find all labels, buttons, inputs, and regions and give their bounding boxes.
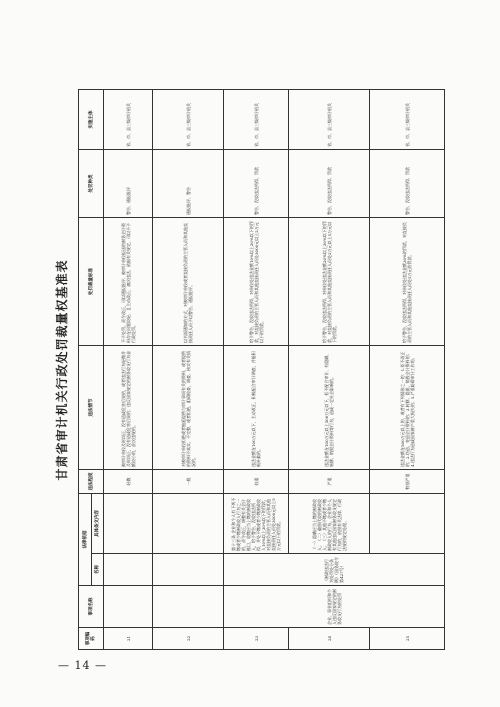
- item-no-cell: 22: [153, 628, 224, 650]
- subject-cell: 省、市、县三级审计机关: [289, 90, 370, 150]
- item-name-cell: [104, 586, 153, 628]
- severity-cell: 较重: [224, 470, 289, 494]
- header-severity: 违法程度: [79, 470, 104, 494]
- law-content-cell: [370, 494, 445, 554]
- law-name-cell: 《财政违法行为处罚处分条例》（国务院令第427号）: [224, 554, 445, 586]
- table-row: [153, 90, 224, 650]
- standard-cell: 以书面通知的方式，对被审计单位或者直接负责的主管人员和其他直接责任人员予以警告、通报批评。: [153, 218, 224, 346]
- severity-cell: 特别严重: [370, 470, 445, 494]
- standard-cell: 给予警告，没收违法所得，对单位处违法金额10%以上20%以下的罚款，对直接负责的主管人员和其他直接责任人员处3000元以上2万元以下的罚款。: [224, 218, 289, 346]
- header-law-name: 名称: [92, 554, 104, 586]
- subject-cell: 省、市、县三级审计机关: [104, 90, 153, 150]
- law-content-cell: [153, 494, 224, 554]
- severity-cell: 一般: [153, 470, 224, 494]
- header-item-no: 事项编码: [79, 628, 104, 650]
- violation-cell: 违法金额在500万元以上的，或者有下列情形之一的：1.拒不改正的；2.伪造、变造会计资料的；3.转移、隐匿、销毁会计资料的；4.违法行为造成国家财产重大损失的；5.严重妨碍审计工作的。: [370, 346, 445, 470]
- violation-cell: 违法金额在100万元以上500万元以下，拒不配合审计、有隐瞒、转移、销毁会计资料等行为，造成一定社会影响的。: [289, 346, 370, 470]
- law-name-cell: [104, 554, 153, 586]
- item-name-cell: 企业、事业组织和个人违反国家规定的财务收支行为的处罚: [224, 586, 445, 628]
- standard-cell: 不予处罚。责令改正，可以通报批评；被审计单位报送的财务会计资料存在问题较轻，且主动改正、初次违法，依据有关规定，可以不予行政处罚。: [104, 218, 153, 346]
- table-row: [104, 90, 153, 650]
- violation-cell: 对被审计单位拒绝或者拖延提供与审计事项有关的资料，或者提供的资料不真实、不完整，或者拒绝、阻碍检查、调查、核实有关情况的。: [153, 346, 224, 470]
- law-content-cell: [104, 494, 153, 554]
- header-law-content: 具体条文内容: [92, 494, 104, 554]
- standard-cell: 给予警告，没收违法所得，对单位处违法金额20%以上30%以下的罚款，对直接负责的主管人员和其他直接责任人员处2万元以上5万元以下的罚款。: [289, 218, 370, 346]
- header-item-name: 事项名称: [79, 586, 104, 628]
- table-header-row: [79, 90, 92, 650]
- severity-cell: 轻微: [104, 470, 153, 494]
- subject-cell: 省、市、县三级审计机关: [370, 90, 445, 150]
- standard-cell: 给予警告，没收违法所得，对单位处违法金额30%的罚款，对直接负责的主管人员和其他直接责任人员处5万元的罚款。: [370, 218, 445, 346]
- page-title: 甘肃省审计机关行政处罚裁量权基准表: [55, 259, 69, 481]
- item-no-cell: 23: [224, 628, 289, 650]
- header-violation: 违法情节: [79, 346, 104, 470]
- penalty-type-cell: 警告、没收违法所得、罚款: [370, 150, 445, 218]
- violation-cell: 被审计单位及时纠正，没有造成危害后果的，或者违法行为轻微并及时纠正，没有造成危害后果的；违反国家规定的财务收支行为金额较小的，首次违规的。: [104, 346, 153, 470]
- item-no-cell: 24: [289, 628, 370, 650]
- header-legal-basis: 法律依据: [79, 494, 92, 586]
- law-content-cell: （一）隐瞒应当上缴的财政收入；（二）截留代收的财政收入；（三）其他不缴或者少缴财政收入的行为。企业和个人有其他违反国家财务收支规定行为的，依照有关法律、行政法规的规定处理。: [289, 494, 370, 554]
- law-content-cell: 第十三条 企业和个人有下列不缴或者少缴财政收入行为之一的，责令改正，调整有关会计账目，收缴应当上缴的财政收入，给予警告，没收违法所得，并处不缴或者少缴财政收入10%以上30%以下的罚款；对直接负责的主管人员和其他直接责任人员处3000元以上5万元以下的罚款。: [224, 494, 289, 554]
- subject-cell: 省、市、县三级审计机关: [153, 90, 224, 150]
- penalty-table: [78, 89, 445, 650]
- violation-cell: 违法金额在100万元以下，主动改正，积极配合审计调查，并能积极补救的。: [224, 346, 289, 470]
- header-subject: 实施主体: [79, 90, 104, 150]
- header-penalty-standard: 处罚裁量标准: [79, 218, 104, 346]
- item-no-cell: 21: [104, 628, 153, 650]
- law-name-cell: [153, 554, 224, 586]
- item-no-cell: 25: [370, 628, 445, 650]
- severity-cell: 严重: [289, 470, 370, 494]
- penalty-type-cell: 警告、没收违法所得、罚款: [289, 150, 370, 218]
- header-penalty-type: 处罚种类: [79, 150, 104, 218]
- penalty-type-cell: 警告、通报批评: [104, 150, 153, 218]
- subject-cell: 省、市、县三级审计机关: [224, 90, 289, 150]
- rotated-table-area: [50, 90, 460, 650]
- item-name-cell: [153, 586, 224, 628]
- table-row: [224, 90, 289, 650]
- page-number: — 14 —: [58, 659, 107, 672]
- penalty-type-cell: 通报批评、警告: [153, 150, 224, 218]
- penalty-type-cell: 警告、没收违法所得、罚款: [224, 150, 289, 218]
